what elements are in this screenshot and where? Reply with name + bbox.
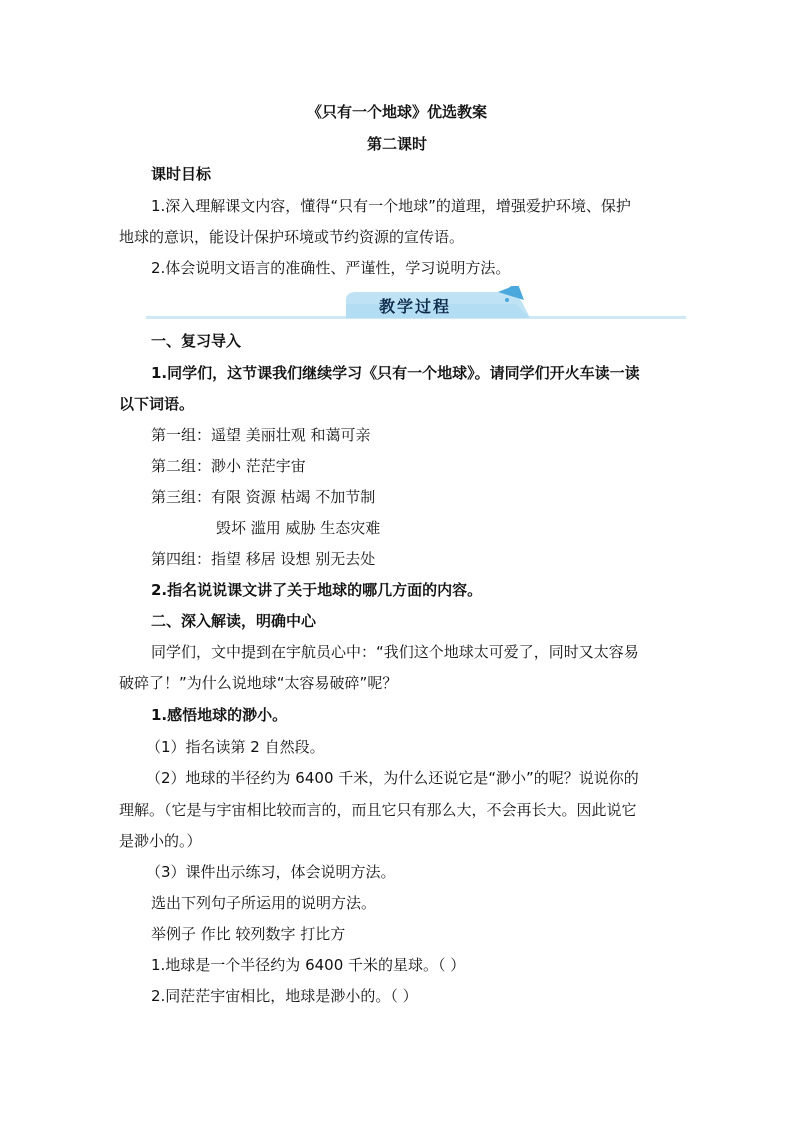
- goal-line: 地球的意识，能设计保护环境或节约资源的宣传语。: [119, 228, 465, 246]
- goal-line: 2.体会说明文语言的准确性、严谨性，学习说明方法。: [151, 259, 511, 277]
- item-line: 举例子 作比 较列数字 打比方: [151, 925, 346, 943]
- goal-line: 1.深入理解课文内容，懂得“只有一个地球”的道理，增强爱护环境、保护: [151, 197, 631, 215]
- sub-heading: 1.感悟地球的渺小。: [151, 706, 288, 724]
- lesson-subtitle: 第二课时: [366, 135, 427, 153]
- word-group: 第一组：遥望 美丽壮观 和蔼可亲: [151, 426, 371, 444]
- doc-title: 《只有一个地球》优选教案: [306, 103, 487, 121]
- item-line: （1）指名读第 2 自然段。: [146, 738, 325, 756]
- item-line: （2）地球的半径约为 6400 千米，为什么还说它是“渺小”的呢？说说你的: [146, 769, 639, 787]
- item-line: 1.地球是一个半径约为 6400 千米的星球。（ ）: [151, 956, 466, 974]
- item-line: 2.同茫茫宇宙相比，地球是渺小的。（ ）: [151, 987, 418, 1005]
- paragraph-line: 同学们，文中提到在宇航员心中：“我们这个地球太可爱了，同时又太容易: [151, 643, 639, 661]
- item-line: 选出下列句子所运用的说明方法。: [151, 894, 377, 912]
- word-group: 毁坏 滥用 威胁 生态灾难: [216, 519, 381, 537]
- item-line: 是渺小的。）: [119, 832, 202, 850]
- banner-title: 教学过程: [378, 297, 451, 316]
- droplet-icon: [509, 286, 515, 292]
- droplet-icon: [505, 298, 509, 302]
- word-group: 第三组：有限 资源 枯竭 不加节制: [151, 488, 376, 506]
- step-text: 2.指名说说课文讲了关于地球的哪几方面的内容。: [151, 581, 483, 599]
- step-text: 1.同学们，这节课我们继续学习《只有一个地球》。请同学们开火车读一读: [151, 364, 640, 382]
- item-line: （3）课件出示练习，体会说明方法。: [146, 863, 396, 881]
- word-group: 第二组：渺小 茫茫宇宙: [151, 457, 306, 475]
- paragraph-line: 破碎了！”为什么说地球“太容易破碎”呢？: [119, 674, 398, 692]
- step-text: 以下词语。: [119, 395, 195, 413]
- item-line: 理解。（它是与宇宙相比较而言的，而且它只有那么大，不会再长大。因此说它: [119, 801, 637, 819]
- section-heading: 一、复习导入: [151, 332, 242, 350]
- goals-heading: 课时目标: [151, 165, 212, 183]
- section-heading: 二、深入解读，明确中心: [151, 612, 317, 630]
- word-group: 第四组：指望 移居 设想 别无去处: [151, 550, 376, 568]
